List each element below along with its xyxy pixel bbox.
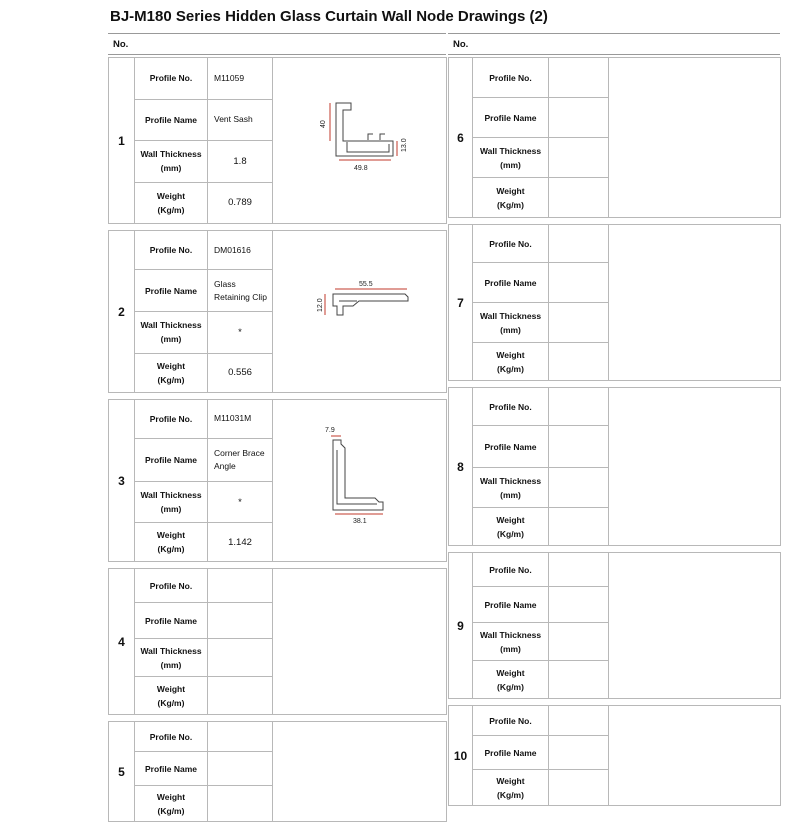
- entry-number: 2: [109, 231, 135, 393]
- profile-no-label: Profile No.: [473, 706, 549, 736]
- vent-sash-drawing: [273, 58, 447, 218]
- entry-number: 3: [109, 400, 135, 562]
- profile-no-label: Profile No.: [473, 58, 549, 98]
- profile-name-value: [549, 736, 609, 770]
- wall-thickness-value: [549, 138, 609, 178]
- profile-no-label: Profile No.: [135, 400, 208, 439]
- profile-drawing-cell: [273, 569, 447, 715]
- profile-name-value: Corner Brace Angle: [208, 438, 273, 481]
- weight-value: [549, 770, 609, 806]
- wall-thickness-label: Wall Thickness (mm): [135, 311, 208, 353]
- profile-name-value: [208, 603, 273, 639]
- wall-thickness-value: *: [208, 311, 273, 353]
- wall-thickness-value: 1.8: [208, 141, 273, 183]
- profile-name-value: [549, 426, 609, 468]
- entry-number: 5: [109, 722, 135, 822]
- profile-name-label: Profile Name: [473, 263, 549, 303]
- profile-name-label: Profile Name: [473, 426, 549, 468]
- wall-thickness-value: [549, 623, 609, 661]
- profile-drawing-cell: [273, 722, 447, 822]
- profile-table-right: [448, 57, 781, 806]
- dimension-label: 7.9: [325, 427, 335, 434]
- weight-label: Weight (Kg/m): [473, 178, 549, 218]
- dimension-label: 49.8: [354, 165, 368, 172]
- corner-brace-angle-drawing: [273, 400, 447, 556]
- profile-name-value: Glass Retaining Clip: [208, 270, 273, 312]
- profile-name-value: [549, 587, 609, 623]
- profile-drawing-cell: [609, 58, 781, 218]
- weight-value: 1.142: [208, 523, 273, 562]
- weight-value: 0.789: [208, 182, 273, 224]
- weight-label: Weight (Kg/m): [135, 677, 208, 715]
- profile-drawing-cell: [609, 225, 781, 381]
- no-column-header-right: No.: [448, 33, 780, 55]
- dimension-label: 13.0: [401, 138, 408, 152]
- profile-no-value: M11031M: [208, 400, 273, 439]
- wall-thickness-value: [208, 639, 273, 677]
- profile-no-label: Profile No.: [473, 225, 549, 263]
- wall-thickness-label: Wall Thickness (mm): [473, 468, 549, 508]
- profile-drawing-cell: [273, 58, 447, 224]
- entry-number: 6: [449, 58, 473, 218]
- profile-no-label: Profile No.: [135, 231, 208, 270]
- entry-number: 1: [109, 58, 135, 224]
- weight-value: [549, 178, 609, 218]
- profile-drawing-cell: [609, 388, 781, 546]
- page-title: BJ-M180 Series Hidden Glass Curtain Wall Node Drawings (2): [110, 8, 548, 25]
- profile-drawing-cell: [609, 553, 781, 699]
- weight-value: 0.556: [208, 353, 273, 392]
- profile-name-value: [549, 263, 609, 303]
- profile-table-left: [108, 57, 447, 822]
- profile-no-value: [549, 58, 609, 98]
- entry-number: 8: [449, 388, 473, 546]
- entry-number: 7: [449, 225, 473, 381]
- dimension-label: 12.0: [317, 298, 324, 312]
- profile-name-label: Profile Name: [135, 438, 208, 481]
- dimension-label: 38.1: [353, 518, 367, 525]
- profile-name-label: Profile Name: [135, 752, 208, 786]
- profile-name-label: Profile Name: [135, 270, 208, 312]
- profile-no-value: [549, 706, 609, 736]
- wall-thickness-label: Wall Thickness (mm): [135, 639, 208, 677]
- wall-thickness-label: Wall Thickness (mm): [473, 138, 549, 178]
- profile-no-value: DM01616: [208, 231, 273, 270]
- weight-label: Weight (Kg/m): [473, 508, 549, 546]
- wall-thickness-label: Wall Thickness (mm): [135, 482, 208, 523]
- profile-no-value: M11059: [208, 58, 273, 100]
- profile-no-value: [549, 553, 609, 587]
- profile-no-value: [208, 722, 273, 752]
- dimension-label: 40: [320, 120, 327, 128]
- profile-drawing-cell: [609, 706, 781, 806]
- weight-value: [549, 343, 609, 381]
- profile-name-value: [549, 98, 609, 138]
- profile-no-label: Profile No.: [135, 569, 208, 603]
- weight-label: Weight (Kg/m): [135, 786, 208, 822]
- entry-number: 10: [449, 706, 473, 806]
- profile-name-label: Profile Name: [135, 99, 208, 141]
- profile-name-label: Profile Name: [473, 98, 549, 138]
- weight-value: [208, 677, 273, 715]
- wall-thickness-label: Wall Thickness (mm): [135, 141, 208, 183]
- weight-label: Weight (Kg/m): [135, 523, 208, 562]
- wall-thickness-label: Wall Thickness (mm): [473, 623, 549, 661]
- profile-name-label: Profile Name: [135, 603, 208, 639]
- weight-label: Weight (Kg/m): [473, 343, 549, 381]
- profile-no-value: [549, 225, 609, 263]
- weight-label: Weight (Kg/m): [473, 661, 549, 699]
- weight-label: Weight (Kg/m): [473, 770, 549, 806]
- profile-no-label: Profile No.: [135, 722, 208, 752]
- profile-no-value: [208, 569, 273, 603]
- weight-value: [208, 786, 273, 822]
- weight-label: Weight (Kg/m): [135, 353, 208, 392]
- profile-name-label: Profile Name: [473, 587, 549, 623]
- profile-name-value: [208, 752, 273, 786]
- entry-number: 9: [449, 553, 473, 699]
- profile-no-label: Profile No.: [473, 388, 549, 426]
- dimension-label: 55.5: [359, 281, 373, 288]
- profile-no-label: Profile No.: [135, 58, 208, 100]
- wall-thickness-value: *: [208, 482, 273, 523]
- weight-value: [549, 661, 609, 699]
- profile-name-value: Vent Sash: [208, 99, 273, 141]
- wall-thickness-value: [549, 303, 609, 343]
- profile-name-label: Profile Name: [473, 736, 549, 770]
- profile-drawing-cell: [273, 231, 447, 393]
- weight-label: Weight (Kg/m): [135, 182, 208, 224]
- profile-no-label: Profile No.: [473, 553, 549, 587]
- wall-thickness-label: Wall Thickness (mm): [473, 303, 549, 343]
- profile-no-value: [549, 388, 609, 426]
- no-column-header-left: No.: [108, 33, 446, 55]
- entry-number: 4: [109, 569, 135, 715]
- wall-thickness-value: [549, 468, 609, 508]
- weight-value: [549, 508, 609, 546]
- profile-drawing-cell: [273, 400, 447, 562]
- glass-retaining-clip-drawing: [273, 231, 447, 387]
